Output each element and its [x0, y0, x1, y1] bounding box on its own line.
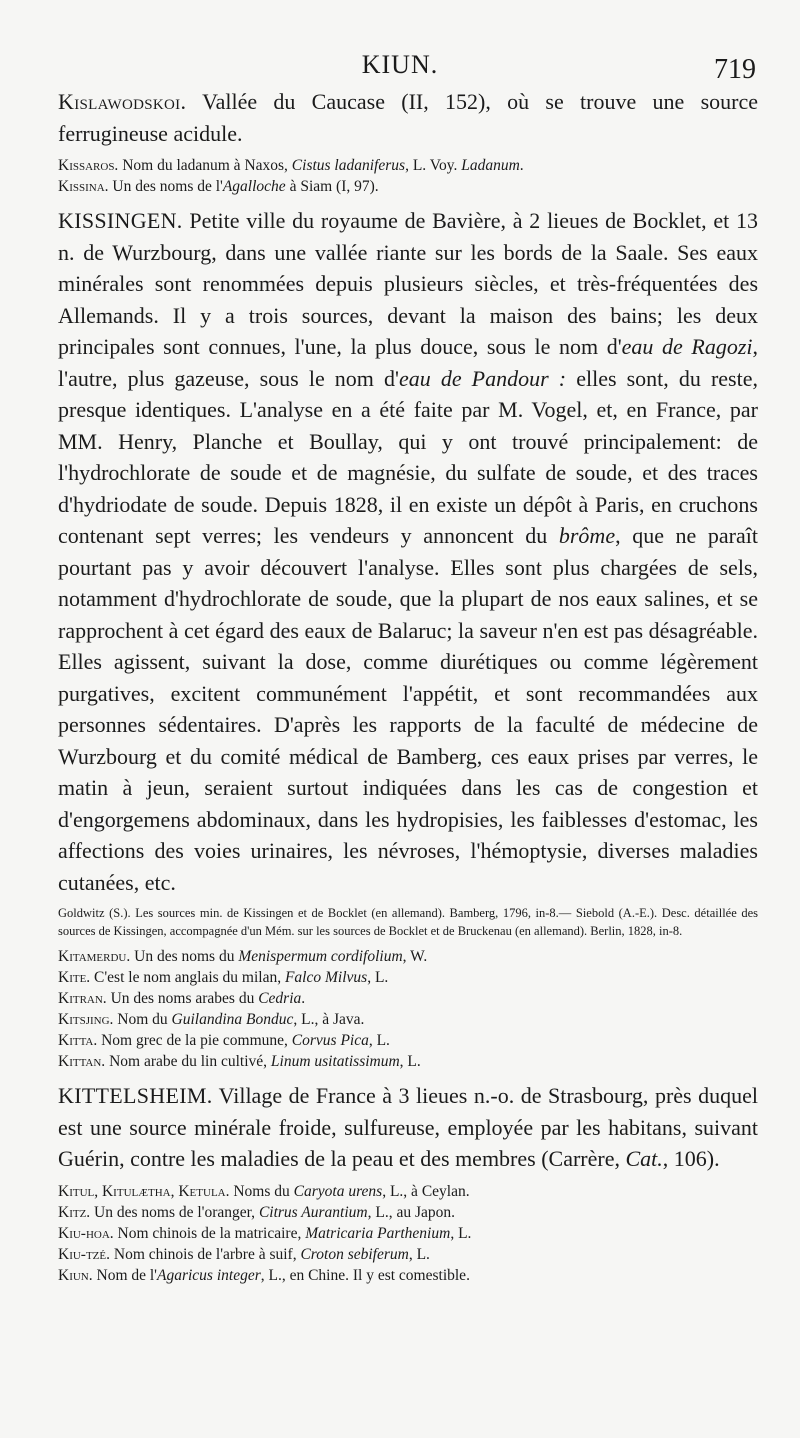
entry-headword: Kitz.	[58, 1203, 91, 1221]
entry-kitamerdu	[58, 946, 758, 967]
entry-kittelsheim	[58, 1080, 758, 1175]
entry-kitul	[58, 1181, 758, 1202]
running-header	[0, 50, 800, 90]
entry-text: , L., à Ceylan.	[382, 1182, 470, 1200]
italic-term: eau de Ragozi	[621, 334, 753, 359]
entry-text: , L., en Chine. Il y est comestible.	[260, 1266, 470, 1284]
entry-headword: Kittan.	[58, 1053, 106, 1070]
species-name: Corvus Pica	[291, 1032, 369, 1049]
entry-text: Nom du	[113, 1011, 172, 1028]
entry-text: C'est le nom anglais du milan,	[90, 969, 285, 986]
species-name: Linum usitatissimum	[270, 1053, 400, 1070]
entry-text: Nom chinois de la matricaire,	[113, 1224, 306, 1242]
entry-text: Petite ville du royaume de Bavière, à 2 lieues de Bocklet, et 13 n. de Wurzbourg, dans une vallée riante sur les bords de la Saale. Ses eaux minérales sont renommées depuis plusieurs siècles, et très-fréquentées des Allemands. Il y a trois sources, devant la maison des bains; les deux principales sont connues, l'une, la plus douce, sous le nom d'	[58, 208, 758, 359]
entry-text: , l'autre, plus gazeuse, sous le nom d'	[58, 334, 758, 391]
entry-text: , que ne paraît pourtant pas y avoir découvert l'analyse. Elles sont plus chargées de sels, notamment d'hydrochlorate de soude, que la plupart de nos eaux salines, et se rapprochent à cet égard des eaux de Balaruc; la saveur n'en est pas désagréable. Elles agissent, suivant la dose, comme diurétiques ou comme légèrement purgatives, excitent communément l'appétit, et sont recommandées aux personnes sédentaires. D'après les rapports de la faculté de médecine de Wurzbourg et du comité médical de Bamberg, ces eaux prises par verres, le matin à jeun, seraient surtout indiquées dans les cas de congestion et d'engorgemens abdominaux, dans les hydropisies, les faiblesses d'estomac, les affections des voies urinaires, les névroses, l'hémoptysie, diverses maladies cutanées, etc.	[58, 523, 759, 895]
italic-term: Cat.	[625, 1146, 663, 1171]
entry-headword: Kissaros.	[58, 157, 119, 174]
entry-text: , L.	[399, 1053, 421, 1070]
species-name: Menispermum cordifolium	[238, 948, 403, 965]
entry-headword: Kite.	[58, 969, 91, 986]
species-name: Guilandina Bonduc	[171, 1011, 294, 1028]
entry-text: , W.	[402, 948, 428, 965]
entry-text: .	[301, 990, 306, 1007]
entry-text: , L., au Japon.	[367, 1203, 455, 1221]
entry-text: .	[519, 157, 524, 174]
entry-text: Nom chinois de l'arbre à suif,	[110, 1245, 301, 1263]
entry-text: , L., à Java.	[293, 1011, 365, 1028]
entry-text: , L.	[368, 1032, 390, 1049]
entry-headword: Kitta.	[58, 1032, 98, 1049]
species-name: Citrus Aurantium	[258, 1203, 368, 1221]
page-number: 719	[714, 54, 756, 85]
entry-kitsjing	[58, 1009, 758, 1030]
entry-headword: Kiu-hoa.	[58, 1224, 114, 1242]
entry-kittan	[58, 1051, 758, 1072]
entry-text: , L.	[450, 1224, 472, 1242]
entry-text: Un des noms de l'oranger,	[90, 1203, 259, 1221]
species-name: Matricaria Parthenium	[305, 1224, 451, 1242]
entry-headword: Kiu-tzé.	[58, 1245, 110, 1263]
entry-headword: Kislawodskoi.	[58, 89, 187, 114]
species-name: Cedria	[258, 990, 302, 1007]
entry-text: Nom grec de la pie commune,	[97, 1032, 292, 1049]
italic-term: Agalloche	[222, 178, 286, 195]
entry-text: , L.	[408, 1245, 430, 1263]
entry-text: Village de France à 3 lieues n.-o. de Strasbourg, près duquel est une source minérale froide, sulfureuse, employée par les habitans, suivant Guérin, contre les maladies de la peau et des membres (Carrère,	[58, 1083, 758, 1171]
entry-kitta	[58, 1030, 758, 1051]
species-name: Agaricus integer	[156, 1266, 261, 1284]
entry-text: , L.	[367, 969, 389, 986]
entry-text: Un des noms arabes du	[106, 990, 259, 1007]
entry-kite	[58, 967, 758, 988]
entry-kiu-hoa	[58, 1223, 758, 1244]
species-name: Caryota urens	[293, 1182, 383, 1200]
entry-text: Vallée du Caucase (II, 152), où se trouve une source ferrugineuse acidule.	[58, 89, 758, 146]
species-name: Croton sebiferum	[300, 1245, 409, 1263]
entry-headword: Kitul, Kitulætha, Ketula.	[58, 1182, 230, 1200]
entry-headword: Kitamerdu.	[58, 948, 131, 965]
entry-text: à Siam (I, 97).	[285, 178, 379, 195]
entry-kissingen	[58, 205, 758, 898]
entry-text: Nom arabe du lin cultivé,	[105, 1053, 271, 1070]
page-body	[58, 86, 758, 1286]
entry-text: , L. Voy.	[405, 157, 462, 174]
entry-kiu-tze	[58, 1244, 758, 1265]
entry-text: Un des noms de l'	[108, 178, 223, 195]
entry-text: Un des noms du	[130, 948, 239, 965]
cross-reference: Ladanum	[461, 157, 520, 174]
entry-kislawodskoi	[58, 86, 758, 149]
entry-kissaros	[58, 155, 758, 176]
entry-kiun	[58, 1265, 758, 1286]
entry-kitran	[58, 988, 758, 1009]
running-headword: KIUN.	[361, 50, 439, 79]
entry-kissina	[58, 176, 758, 197]
entry-headword: Kitsjing.	[58, 1011, 114, 1028]
entry-headword: Kissina.	[58, 178, 109, 195]
species-name: Falco Milvus	[284, 969, 368, 986]
entry-text: elles sont, du reste, presque identiques. L'analyse en a été faite par M. Vogel, et, en France, par MM. Henry, Planche et Boullay, qui y ont trouvé principalement: de l'hydrochlorate de soude et de magnésie, du sulfate de soude, et des traces d'hydriodate de soude. Depuis 1828, il en existe un dépôt à Paris, en cruchons contenant sept verres; les vendeurs y annoncent du	[58, 365, 758, 548]
entry-text: Nom du ladanum à Naxos,	[118, 157, 292, 174]
entry-text: Noms du	[229, 1182, 294, 1200]
entry-text: , 106).	[662, 1146, 720, 1171]
entry-headword: KISSINGEN.	[58, 208, 183, 233]
species-name: Cistus ladaniferus	[291, 157, 406, 174]
entry-text: Nom de l'	[92, 1266, 157, 1284]
entry-kitz	[58, 1202, 758, 1223]
entry-headword: KITTELSHEIM.	[58, 1083, 213, 1108]
entry-headword: Kitran.	[58, 990, 107, 1007]
italic-term: brôme	[558, 523, 616, 548]
bibliography: Goldwitz (S.). Les sources min. de Kissingen et de Bocklet (en allemand). Bamberg, 1796, in-8.— Siebold (A.-E.). Desc. détaillée des sources de Kissingen, accompagnée d'un Mém. sur les sources de Bocklet et de Bruckenau (en allemand). Berlin, 1828, in-8.	[58, 906, 758, 938]
entry-headword: Kiun.	[58, 1266, 93, 1284]
italic-term: eau de Pandour :	[398, 365, 567, 391]
